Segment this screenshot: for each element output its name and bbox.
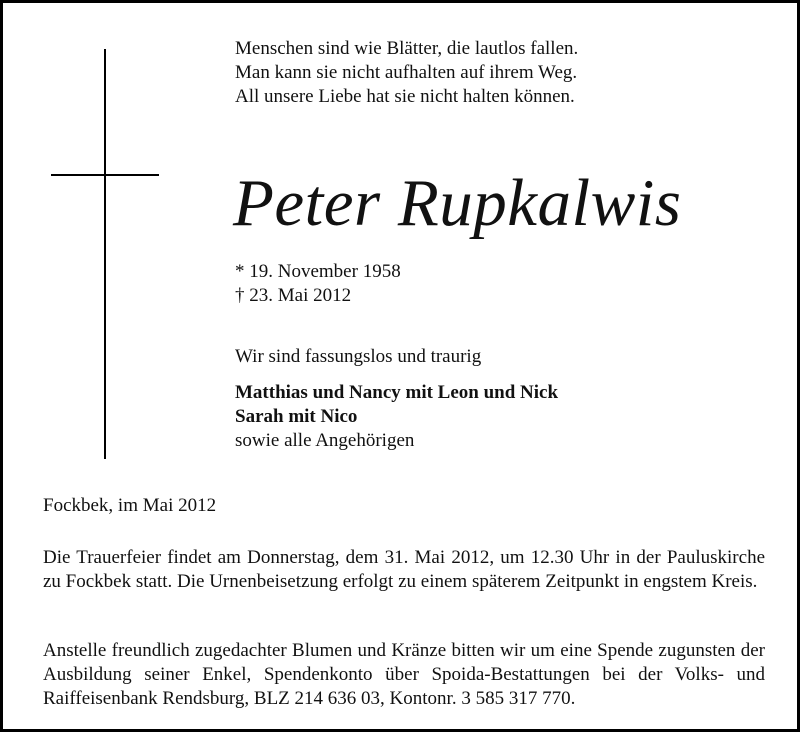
cross-icon-vertical	[104, 49, 106, 459]
verse-line: Menschen sind wie Blätter, die lautlos fallen.	[235, 38, 579, 59]
verse-line: Man kann sie nicht aufhalten auf ihrem Weg.	[235, 62, 578, 83]
death-date: † 23. Mai 2012	[235, 285, 352, 306]
family-list	[235, 381, 558, 453]
verse-line: All unsere Liebe hat sie nicht halten können.	[235, 86, 575, 107]
mourning-statement: Wir sind fassungslos und traurig	[235, 346, 482, 367]
donation-info: Anstelle freundlich zugedachter Blumen und Kränze bitten wir um eine Spende zugunsten der Ausbildung seiner Enkel, Spendenkonto über Spoida-Bestattungen bei der Volks- und Raiffeisenbank Rendsburg, BLZ 214 636 03, Kontonr. 3 585 317 770.	[43, 640, 765, 709]
place-date: Fockbek, im Mai 2012	[43, 495, 217, 516]
family-line: Sarah mit Nico	[235, 406, 358, 427]
funeral-info: Die Trauerfeier findet am Donnerstag, dem 31. Mai 2012, um 12.30 Uhr in der Pauluskirche zu Fockbek statt. Die Urnenbeisetzung erfolgt zu einem späterem Zeitpunkt in engstem Kreis.	[43, 547, 765, 592]
verse	[235, 37, 578, 109]
relatives-line: sowie alle Angehörigen	[235, 430, 415, 451]
life-dates	[235, 260, 401, 308]
family-line: Matthias und Nancy mit Leon und Nick	[235, 382, 559, 403]
birth-date: * 19. November 1958	[235, 261, 401, 282]
cross-icon-horizontal	[51, 174, 159, 176]
deceased-name: Peter Rupkalwis	[233, 166, 682, 240]
